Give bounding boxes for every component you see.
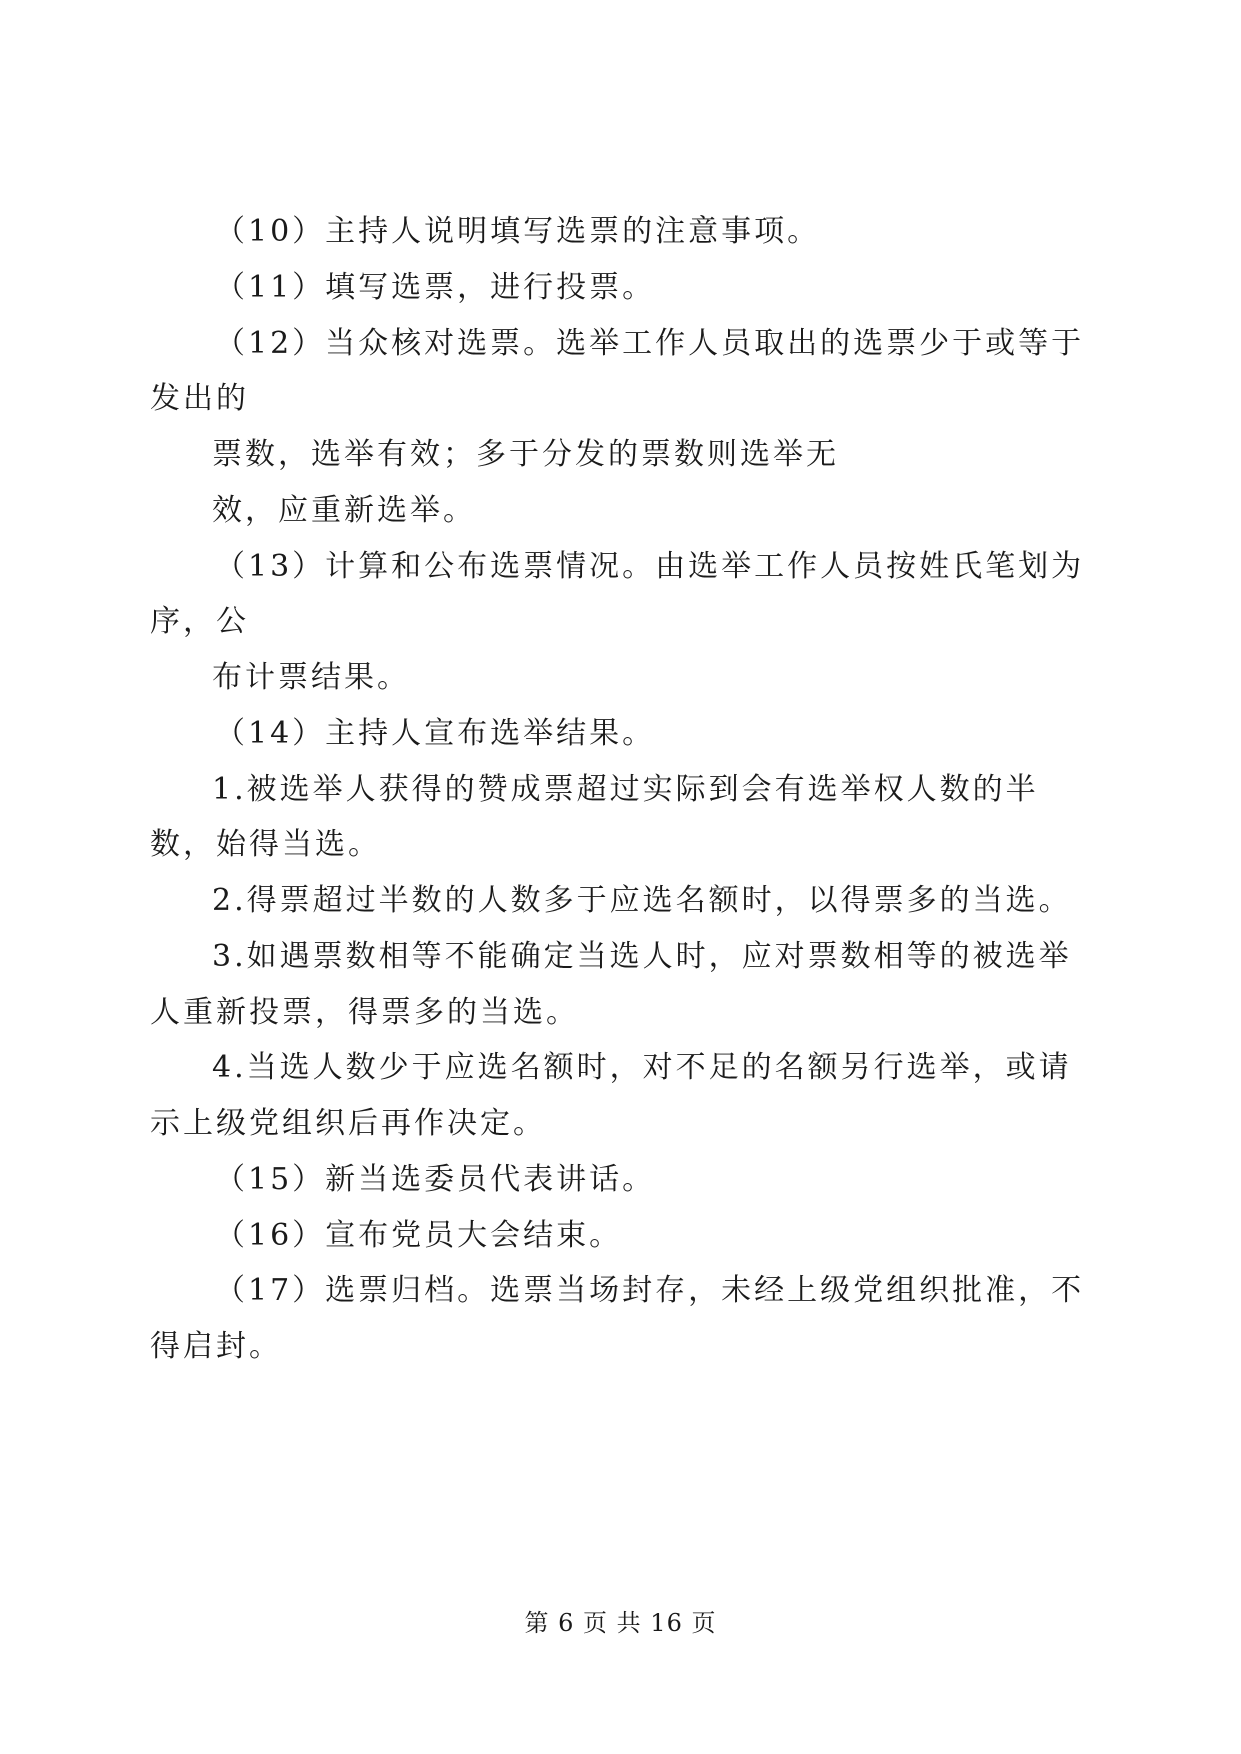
text-line: 示上级党组织后再作决定。 (150, 1106, 546, 1141)
text-line: 4.当选人数少于应选名额时，对不足的名额另行选举，或请 (212, 1050, 1072, 1085)
text-line: （12）当众核对选票。选举工作人员取出的选票少于或等于 (215, 326, 1085, 361)
text-line: 数，始得当选。 (150, 827, 381, 862)
text-line: 效，应重新选举。 (212, 493, 476, 528)
text-line: （11）填写选票，进行投票。 (215, 270, 656, 305)
text-line: 票数，选举有效；多于分发的票数则选举无 (212, 437, 839, 472)
text-line: 序，公 (150, 604, 249, 639)
text-line: 布计票结果。 (212, 660, 410, 695)
text-line: 发出的 (150, 381, 249, 416)
text-line: 2.得票超过半数的人数多于应选名额时，以得票多的当选。 (212, 883, 1072, 918)
text-line: （15）新当选委员代表讲话。 (215, 1162, 656, 1197)
text-line: 得启封。 (150, 1329, 282, 1364)
text-line: 3.如遇票数相等不能确定当选人时，应对票数相等的被选举 (212, 939, 1072, 974)
text-line: （16）宣布党员大会结束。 (215, 1218, 623, 1253)
text-line: （17）选票归档。选票当场封存，未经上级党组织批准，不 (215, 1273, 1085, 1308)
text-line: （10）主持人说明填写选票的注意事项。 (215, 214, 821, 249)
text-line: （14）主持人宣布选举结果。 (215, 716, 656, 751)
text-line: 人重新投票，得票多的当选。 (150, 995, 579, 1030)
page-footer: 第 6 页 共 16 页 (524, 1609, 717, 1637)
text-line: （13）计算和公布选票情况。由选举工作人员按姓氏笔划为 (215, 549, 1085, 584)
text-line: 1.被选举人获得的赞成票超过实际到会有选举权人数的半 (212, 772, 1039, 807)
